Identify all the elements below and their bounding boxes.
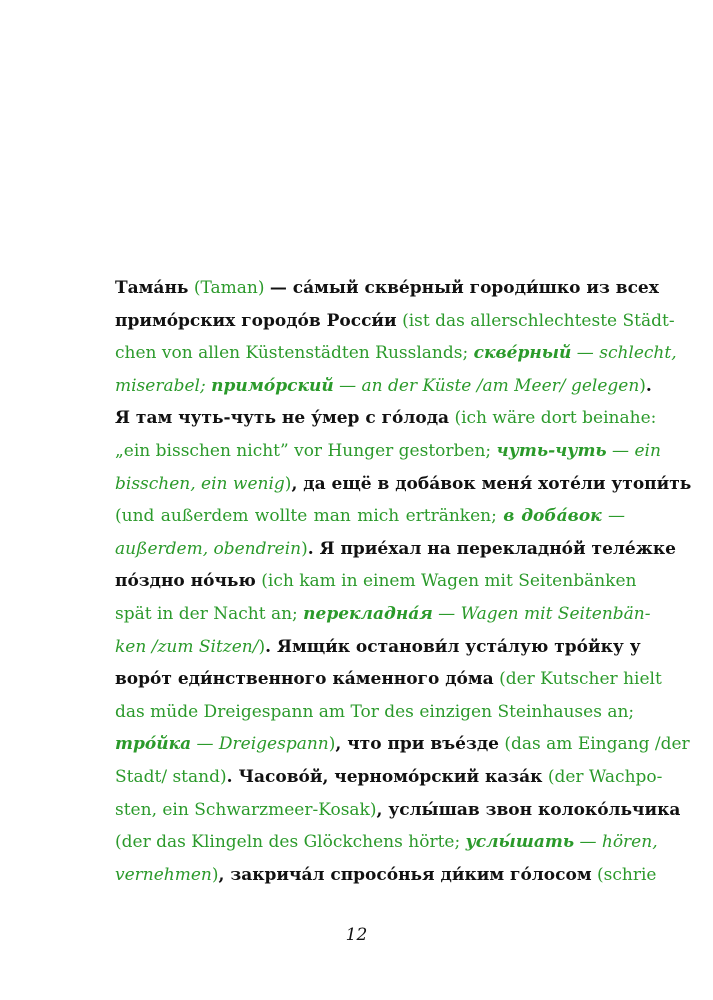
german-gloss-italic: — ein (606, 440, 661, 461)
russian-text: по́здно но́чью (115, 571, 256, 592)
german-gloss-italic: — an der Küste /am Meer/ gelegen (333, 375, 640, 396)
german-gloss: ) (258, 636, 266, 657)
text-line (115, 468, 692, 501)
russian-text: . Часово́й, черномо́рский каза́к (226, 766, 543, 787)
text-line (115, 402, 657, 435)
text-line (115, 794, 681, 827)
german-gloss: ) (301, 538, 308, 559)
text-line (115, 370, 652, 403)
german-gloss: (der Kutscher hielt (499, 669, 662, 690)
russian-text: , услы́шав звон колоко́льчика (376, 799, 681, 820)
text-line (115, 435, 661, 468)
german-gloss-italic: ken /zum Sitzen/ (115, 636, 259, 657)
text-line (115, 761, 663, 794)
german-gloss: ) (284, 473, 292, 494)
text-line (115, 696, 635, 729)
text-line (115, 337, 677, 370)
german-gloss: (schrie (597, 864, 657, 885)
german-gloss: spät in der Nacht an; (115, 603, 304, 624)
german-gloss: (Taman) (193, 278, 265, 298)
german-gloss-italic: — schlecht, (571, 343, 677, 364)
german-gloss: ) (211, 864, 219, 885)
german-gloss: Stadt/ stand) (115, 766, 227, 787)
text-line (115, 826, 658, 859)
page-number: 12 (345, 925, 368, 945)
russian-text: , закрича́л спросо́нья ди́ким го́лосом (218, 864, 592, 885)
text-block (115, 272, 692, 891)
gloss-headword: услы́шать (465, 832, 575, 853)
text-line (115, 565, 637, 598)
text-line (115, 631, 641, 664)
german-gloss: (der das Klingeln des Glöckchens hörte; (115, 832, 466, 853)
russian-text: . (645, 375, 652, 396)
german-gloss-italic: vernehmen (115, 864, 212, 885)
russian-text: Я там чуть-чуть не у́мер с го́лода (115, 408, 450, 429)
gloss-headword: скве́рный (473, 343, 572, 364)
text-line (115, 272, 659, 305)
german-gloss: (ist das allerschlechteste Städt- (402, 310, 675, 331)
german-gloss: chen von allen Küstenstädten Russlands; (115, 343, 474, 364)
russian-text: примо́рских городо́в Росси́и (115, 310, 397, 331)
russian-text: . Ямщи́к останови́л уста́лую тро́йку у (265, 636, 641, 657)
german-gloss-italic: außerdem, obendrein (115, 538, 302, 559)
russian-text: . Я прие́хал на перекладно́й теле́жке (307, 538, 676, 559)
russian-text: Тама́нь (115, 278, 189, 298)
russian-text: — са́мый скве́рный городи́шко из всех (269, 278, 659, 298)
russian-text: , да ещё в доба́вок меня́ хоте́ли утопи́ть (291, 473, 692, 494)
german-gloss: ) (639, 375, 646, 396)
german-gloss: sten, ein Schwarzmeer-Kosak) (115, 799, 377, 820)
german-gloss: (und außerdem wollte man mich ertränken; (115, 506, 504, 527)
german-gloss: (der Wachpo- (547, 766, 663, 787)
german-gloss: ) (328, 734, 336, 755)
german-gloss-italic: bisschen, ein wenig (115, 473, 285, 494)
gloss-headword: в доба́вок (503, 506, 602, 527)
text-line (115, 663, 662, 696)
text-line (115, 859, 657, 892)
gloss-headword: тро́йка (115, 734, 192, 755)
german-gloss: „ein bisschen nicht” vor Hunger gestorben; (115, 440, 497, 461)
german-gloss-italic: — Wagen mit Seitenbän- (432, 603, 651, 624)
german-gloss: das müde Dreigespann am Tor des einzigen Steinhauses an; (115, 701, 635, 722)
gloss-headword: примо́рский (211, 375, 334, 396)
text-line (115, 533, 676, 566)
german-gloss-italic: miserabel; (115, 375, 212, 396)
german-gloss: (ich kam in einem Wagen mit Seitenbänken (261, 571, 637, 592)
text-line (115, 728, 690, 761)
german-gloss: (ich wäre dort beinahe: (454, 408, 657, 429)
russian-text: воро́т еди́нственного ка́менного до́ма (115, 669, 494, 690)
gloss-headword: перекладна́я (303, 603, 433, 624)
russian-text: , что при въе́зде (335, 734, 499, 755)
text-line (115, 305, 675, 338)
text-line (115, 598, 651, 631)
german-gloss-italic: — hören, (574, 832, 658, 853)
german-gloss-italic: — Dreigespann (191, 734, 329, 755)
german-gloss-italic: — (601, 506, 626, 527)
gloss-headword: чуть-чуть (496, 440, 607, 461)
german-gloss: (das am Eingang /der (504, 734, 690, 755)
text-line (115, 500, 625, 533)
